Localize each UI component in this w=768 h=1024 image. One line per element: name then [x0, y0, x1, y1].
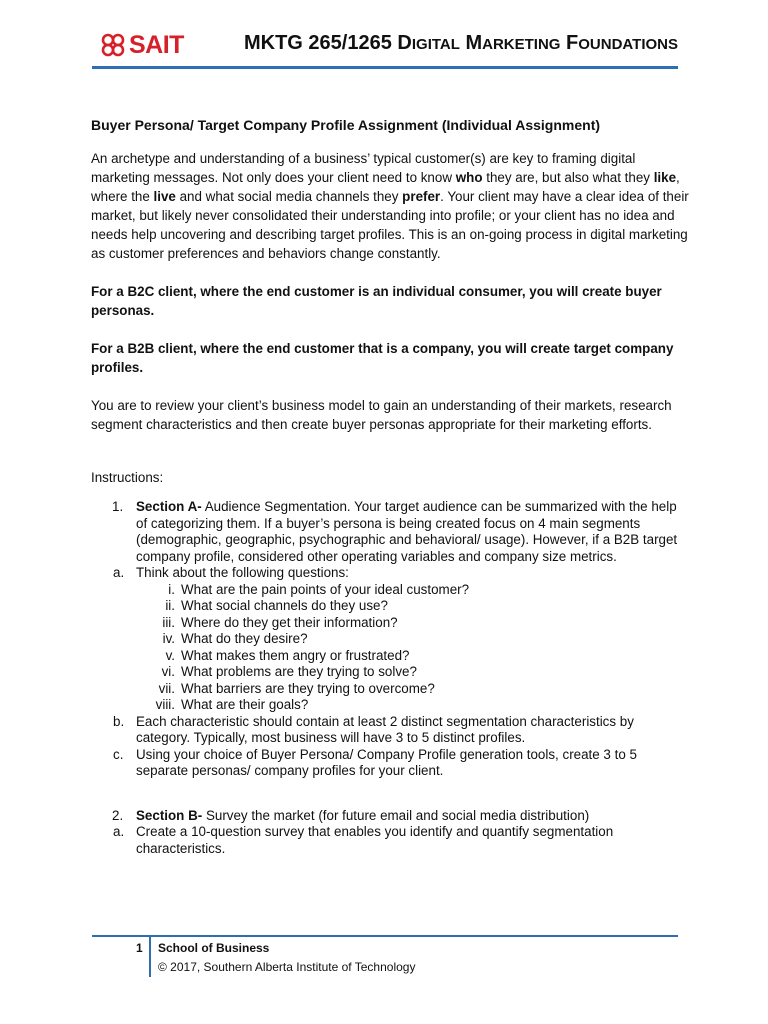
list-item-section-a: 1. Section A- Audience Segmentation. Your target audience can be summarized with the help of categorizing them. If a buyer’s persona is being created focus on 4 main segments (demographic, geographic, psychographic and behavioral/ usage). However, if a B2B target company profile, considered other operating variables and company size metrics. — [112, 499, 678, 564]
b2b-paragraph: For a B2B client, where the end customer that is a company, you will create target company profiles. — [91, 341, 674, 375]
footer-vertical-divider — [149, 937, 151, 977]
sub-item-a: a. Think about the following questions: — [113, 565, 349, 580]
logo-text: SAIT — [129, 31, 184, 59]
sait-logo-icon — [100, 32, 126, 58]
section-a-label: Section A- — [136, 499, 202, 514]
question-item: vii. What barriers are they trying to overcome? — [158, 680, 435, 696]
footer-divider — [92, 935, 678, 937]
question-item: ii. What social channels do they use? — [165, 598, 388, 613]
b2c-paragraph: For a B2C client, where the end customer is an individual consumer, you will create buyer personas. — [91, 284, 662, 318]
question-item: i. What are the pain points of your ideal customer? — [168, 581, 470, 597]
header-divider — [92, 66, 678, 69]
instructions-label: Instructions: — [91, 470, 164, 485]
footer-school: School of Business — [158, 941, 270, 955]
sait-logo — [100, 32, 184, 58]
document-body — [91, 116, 691, 857]
question-item: vi. What problems are they trying to solve? — [161, 664, 417, 679]
page-header — [92, 24, 678, 68]
footer-copyright: © 2017, Southern Alberta Institute of Technology — [158, 960, 416, 974]
course-title: MKTG 265/1265 DIGITAL MARKETING FOUNDATIONS — [243, 32, 678, 54]
course-code: MKTG 265/1265 — [243, 32, 392, 54]
question-item: v. What makes them angry or frustrated? — [165, 647, 410, 663]
sub-item-c: c. Using your choice of Buyer Persona/ Company Profile generation tools, create 3 to 5 separate personas/ company profiles for your client. — [113, 746, 637, 778]
questions-list — [91, 582, 691, 714]
question-item: iii. Where do they get their information? — [162, 614, 398, 630]
question-item: viii. What are their goals? — [155, 697, 309, 712]
question-item: iv. What do they desire? — [162, 631, 308, 646]
instructions-list — [91, 499, 691, 857]
page-number: 1 — [136, 941, 143, 955]
sub-item-b-a: a. Create a 10-question survey that enables you identify and quantify segmentation characteristics. — [113, 824, 614, 856]
sub-item-b: b. Each characteristic should contain at least 2 distinct segmentation characteristics by category. Typically, most business will have 3 to 5 distinct profiles. — [113, 713, 634, 745]
section-b-label: Section B- — [136, 807, 203, 823]
intro-paragraph: An archetype and understanding of a business’ typical customer(s) are key to framing digital marketing messages. Not only does your client need to know who they are, but also what they like, where the live and what social media channels they prefer. Your client may have a clear idea of their market, but likely never consolidated their understanding into profile; or your client has no idea and needs help uncovering and describing target profiles. This is an on-going process in digital marketing as customer preferences and behaviors change constantly. — [91, 151, 689, 261]
review-paragraph: You are to review your client’s business model to gain an understanding of their markets, research segment characteristics and then create buyer personas appropriate for their marketing efforts. — [91, 398, 672, 432]
list-item-section-b: 2. Section B- Survey the market (for future email and social media distribution) — [112, 807, 590, 823]
document-title: Buyer Persona/ Target Company Profile Assignment (Individual Assignment) — [91, 117, 601, 133]
